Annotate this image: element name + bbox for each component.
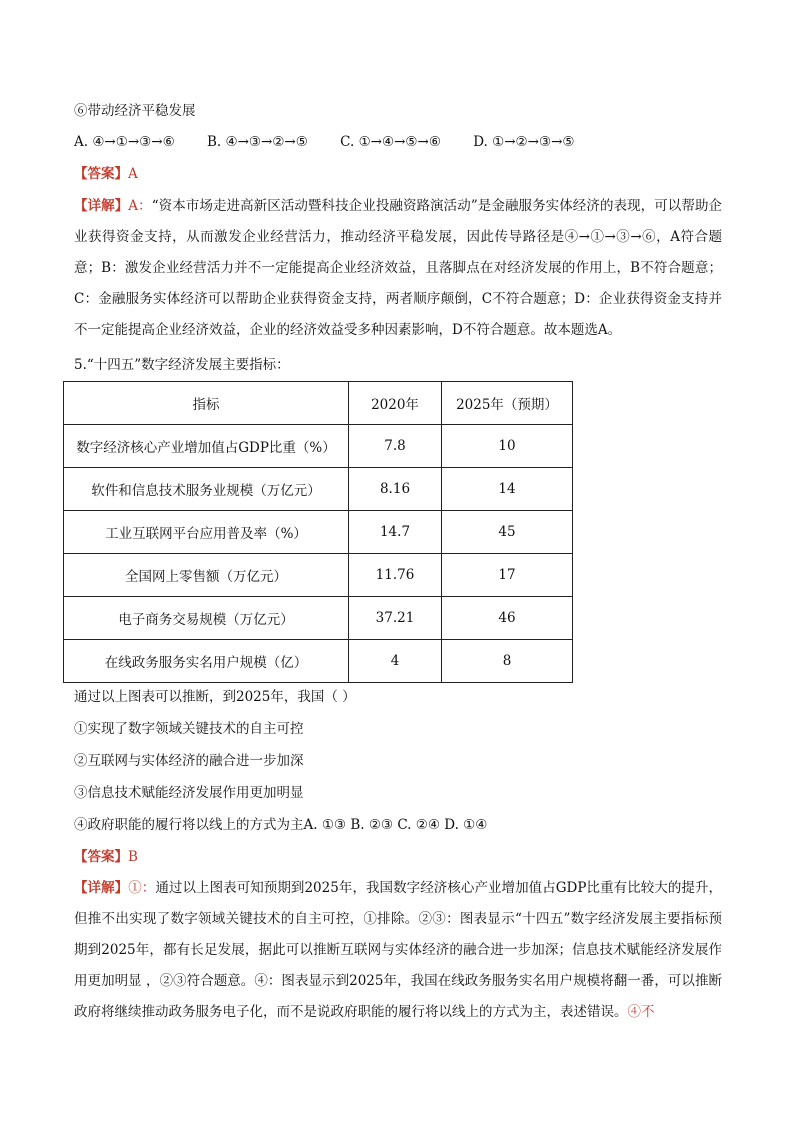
table-cell: 工业互联网平台应用普及率（%） bbox=[64, 511, 349, 554]
table-row bbox=[64, 511, 573, 554]
table-row bbox=[64, 597, 573, 640]
q5-answer bbox=[74, 847, 138, 867]
table-cell: 45 bbox=[442, 511, 573, 554]
indicator-table bbox=[63, 381, 573, 683]
table-cell: 7.8 bbox=[349, 425, 442, 468]
q5-item-4-options: ④政府职能的履行将以线上的方式为主A. ①③ B. ②③ C. ②④ D. ①④ bbox=[74, 817, 488, 833]
table-cell: 46 bbox=[442, 597, 573, 640]
q5-question: 通过以上图表可以推断，到2025年，我国（ ） bbox=[74, 689, 356, 705]
q4-item-6: ⑥带动经济平稳发展 bbox=[74, 103, 196, 119]
answer-value: B bbox=[128, 849, 138, 865]
table-header: 2025年（预期） bbox=[442, 382, 573, 425]
table-cell: 10 bbox=[442, 425, 573, 468]
answer-value: A bbox=[128, 166, 138, 182]
q4-options bbox=[74, 132, 575, 152]
q5-item-2: ②互联网与实体经济的融合进一步加深 bbox=[74, 753, 304, 769]
table-cell: 电子商务交易规模（万亿元） bbox=[64, 597, 349, 640]
table-header: 2020年 bbox=[349, 382, 442, 425]
table-cell: 数字经济核心产业增加值占GDP比重（%） bbox=[64, 425, 349, 468]
detail-lead: A： bbox=[128, 198, 152, 214]
table-cell: 全国网上零售额（万亿元） bbox=[64, 554, 349, 597]
table-cell: 14.7 bbox=[349, 511, 442, 554]
table-cell: 软件和信息技术服务业规模（万亿元） bbox=[64, 468, 349, 511]
q4-option-a: A. ④→①→③→⑥ bbox=[74, 134, 175, 150]
table-cell: 8 bbox=[442, 640, 573, 683]
answer-label: 【答案】 bbox=[74, 166, 128, 182]
q4-detail bbox=[74, 191, 722, 346]
q5-stem: 5.“十四五”数字经济发展主要指标： bbox=[74, 357, 290, 373]
table-row bbox=[64, 554, 573, 597]
table-cell: 14 bbox=[442, 468, 573, 511]
table-cell: 11.76 bbox=[349, 554, 442, 597]
q4-option-b: B. ④→③→②→⑤ bbox=[206, 134, 308, 150]
table-header-row bbox=[64, 382, 573, 425]
table-row bbox=[64, 640, 573, 683]
answer-label: 【答案】 bbox=[74, 849, 128, 865]
detail-text: “资本市场走进高新区活动暨科技企业投融资路演活动”是金融服务实体经济的表现，可以帮助企业获得资金支持，从而激发企业经营活力，推动经济平稳发展，因此传导路径是④→①→③→⑥，A符合题意；B：激发企业经营活力并不一定能提高企业经济效益，且落脚点在对经济发展的作用上，B不符合题意；C：金融服务实体经济可以帮助企业获得资金支持，两者顺序颠倒，C不符合题意；D：企业获得资金支持并不一定能提高企业经济效益，企业的经济效益受多种因素影响，D不符合题意。故本题选A。 bbox=[74, 198, 723, 338]
table-row bbox=[64, 468, 573, 511]
table-cell: 8.16 bbox=[349, 468, 442, 511]
detail-lead: ①： bbox=[128, 880, 156, 896]
q5-detail bbox=[74, 873, 722, 1028]
q5-item-1: ①实现了数字领域关键技术的自主可控 bbox=[74, 721, 304, 737]
table-cell: 37.21 bbox=[349, 597, 442, 640]
table-cell: 17 bbox=[442, 554, 573, 597]
q5-item-3: ③信息技术赋能经济发展作用更加明显 bbox=[74, 785, 304, 801]
table-header: 指标 bbox=[64, 382, 349, 425]
q4-option-d: D. ①→②→③→⑤ bbox=[473, 134, 575, 150]
detail-label: 【详解】 bbox=[74, 198, 129, 214]
table-cell: 在线政务服务实名用户规模（亿） bbox=[64, 640, 349, 683]
detail-label: 【详解】 bbox=[74, 880, 129, 896]
table-row bbox=[64, 425, 573, 468]
q4-option-c: C. ①→④→⑤→⑥ bbox=[340, 134, 441, 150]
detail-tail: ④不 bbox=[627, 1004, 655, 1020]
detail-text: 通过以上图表可知预期到2025年，我国数字经济核心产业增加值占GDP比重有比较大的提升，但推不出实现了数字领域关键技术的自主可控，①排除。②③：图表显示“十四五”数字经济发展主要指标预期到2025年，都有长足发展，据此可以推断互联网与实体经济的融合进一步加深；信息技术赋能经济发展作用更加明显 ，②③符合题意。④：图表显示到2025年，我国在线政务服务实名用户规模将翻一番，可以推断政府将继续推动政务服务电子化，而不是说政府职能的履行将以线上的方式为主，表述错误。 bbox=[74, 880, 723, 1020]
table-cell: 4 bbox=[349, 640, 442, 683]
q4-answer bbox=[74, 164, 138, 184]
